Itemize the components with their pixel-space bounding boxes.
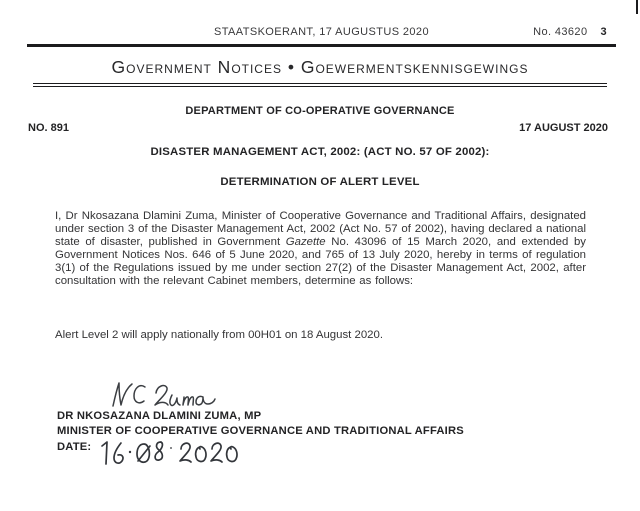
page-header <box>27 26 616 41</box>
body-text-italic: Gazette <box>285 235 326 248</box>
banner-rule <box>33 83 607 87</box>
notice-date: 17 AUGUST 2020 <box>519 122 608 134</box>
gazette-title: STAATSKOERANT, 17 AUGUSTUS 2020 <box>214 26 429 38</box>
date-tick <box>170 447 172 449</box>
handwritten-date-text <box>0 0 1 1</box>
handwritten-date <box>94 436 242 470</box>
notice-number: NO. 891 <box>28 122 69 134</box>
signatory-name: DR NKOSAZANA DLAMINI ZUMA, MP <box>57 410 262 422</box>
signatory-title: MINISTER OF COOPERATIVE GOVERNANCE AND TRADITIONAL AFFAIRS <box>57 425 464 437</box>
alert-level-statement: Alert Level 2 will apply nationally from 00H01 on 18 August 2020. <box>55 329 383 341</box>
page-number: 3 <box>600 26 607 38</box>
issue-info <box>533 26 607 38</box>
determination-heading: DETERMINATION OF ALERT LEVEL <box>220 176 420 188</box>
department-heading: DEPARTMENT OF CO-OPERATIVE GOVERNANCE <box>185 105 455 117</box>
body-text-part1: I, Dr Nkosazana Dlamini Zuma, Minister of Cooperative Governance and Traditional Affairs, designated under section 3 of the Disaster Management Act, 2002 (Act No. 57 of 2002), having declared a national state of disaster, published in Government <box>55 210 586 248</box>
handwritten-signature-text <box>0 0 1 1</box>
section-banner: Government Notices • Goewermentskennisgewings <box>111 57 529 77</box>
issue-number: No. 43620 <box>533 26 588 38</box>
date-label: DATE: <box>57 441 92 453</box>
notice-body-paragraph <box>55 210 586 287</box>
body-text-part2: No. 43096 of 15 March 2020, and extended by Government Notices Nos. 646 of 5 June 2020, and 765 of 13 July 2020, hereby in terms of regulation 3(1) of the Regulations issued by me under section 27(2) of the Disaster Management Act, 2002, after consultation with the relevant Cabinet members, determine as follows: <box>55 235 586 287</box>
notice-meta-row <box>28 122 608 134</box>
scan-edge-mark <box>636 0 638 14</box>
header-rule <box>27 44 616 47</box>
handwritten-signature <box>108 380 220 410</box>
date-dot <box>129 451 131 453</box>
act-title: DISASTER MANAGEMENT ACT, 2002: (ACT NO. 57 OF 2002): <box>150 146 490 158</box>
